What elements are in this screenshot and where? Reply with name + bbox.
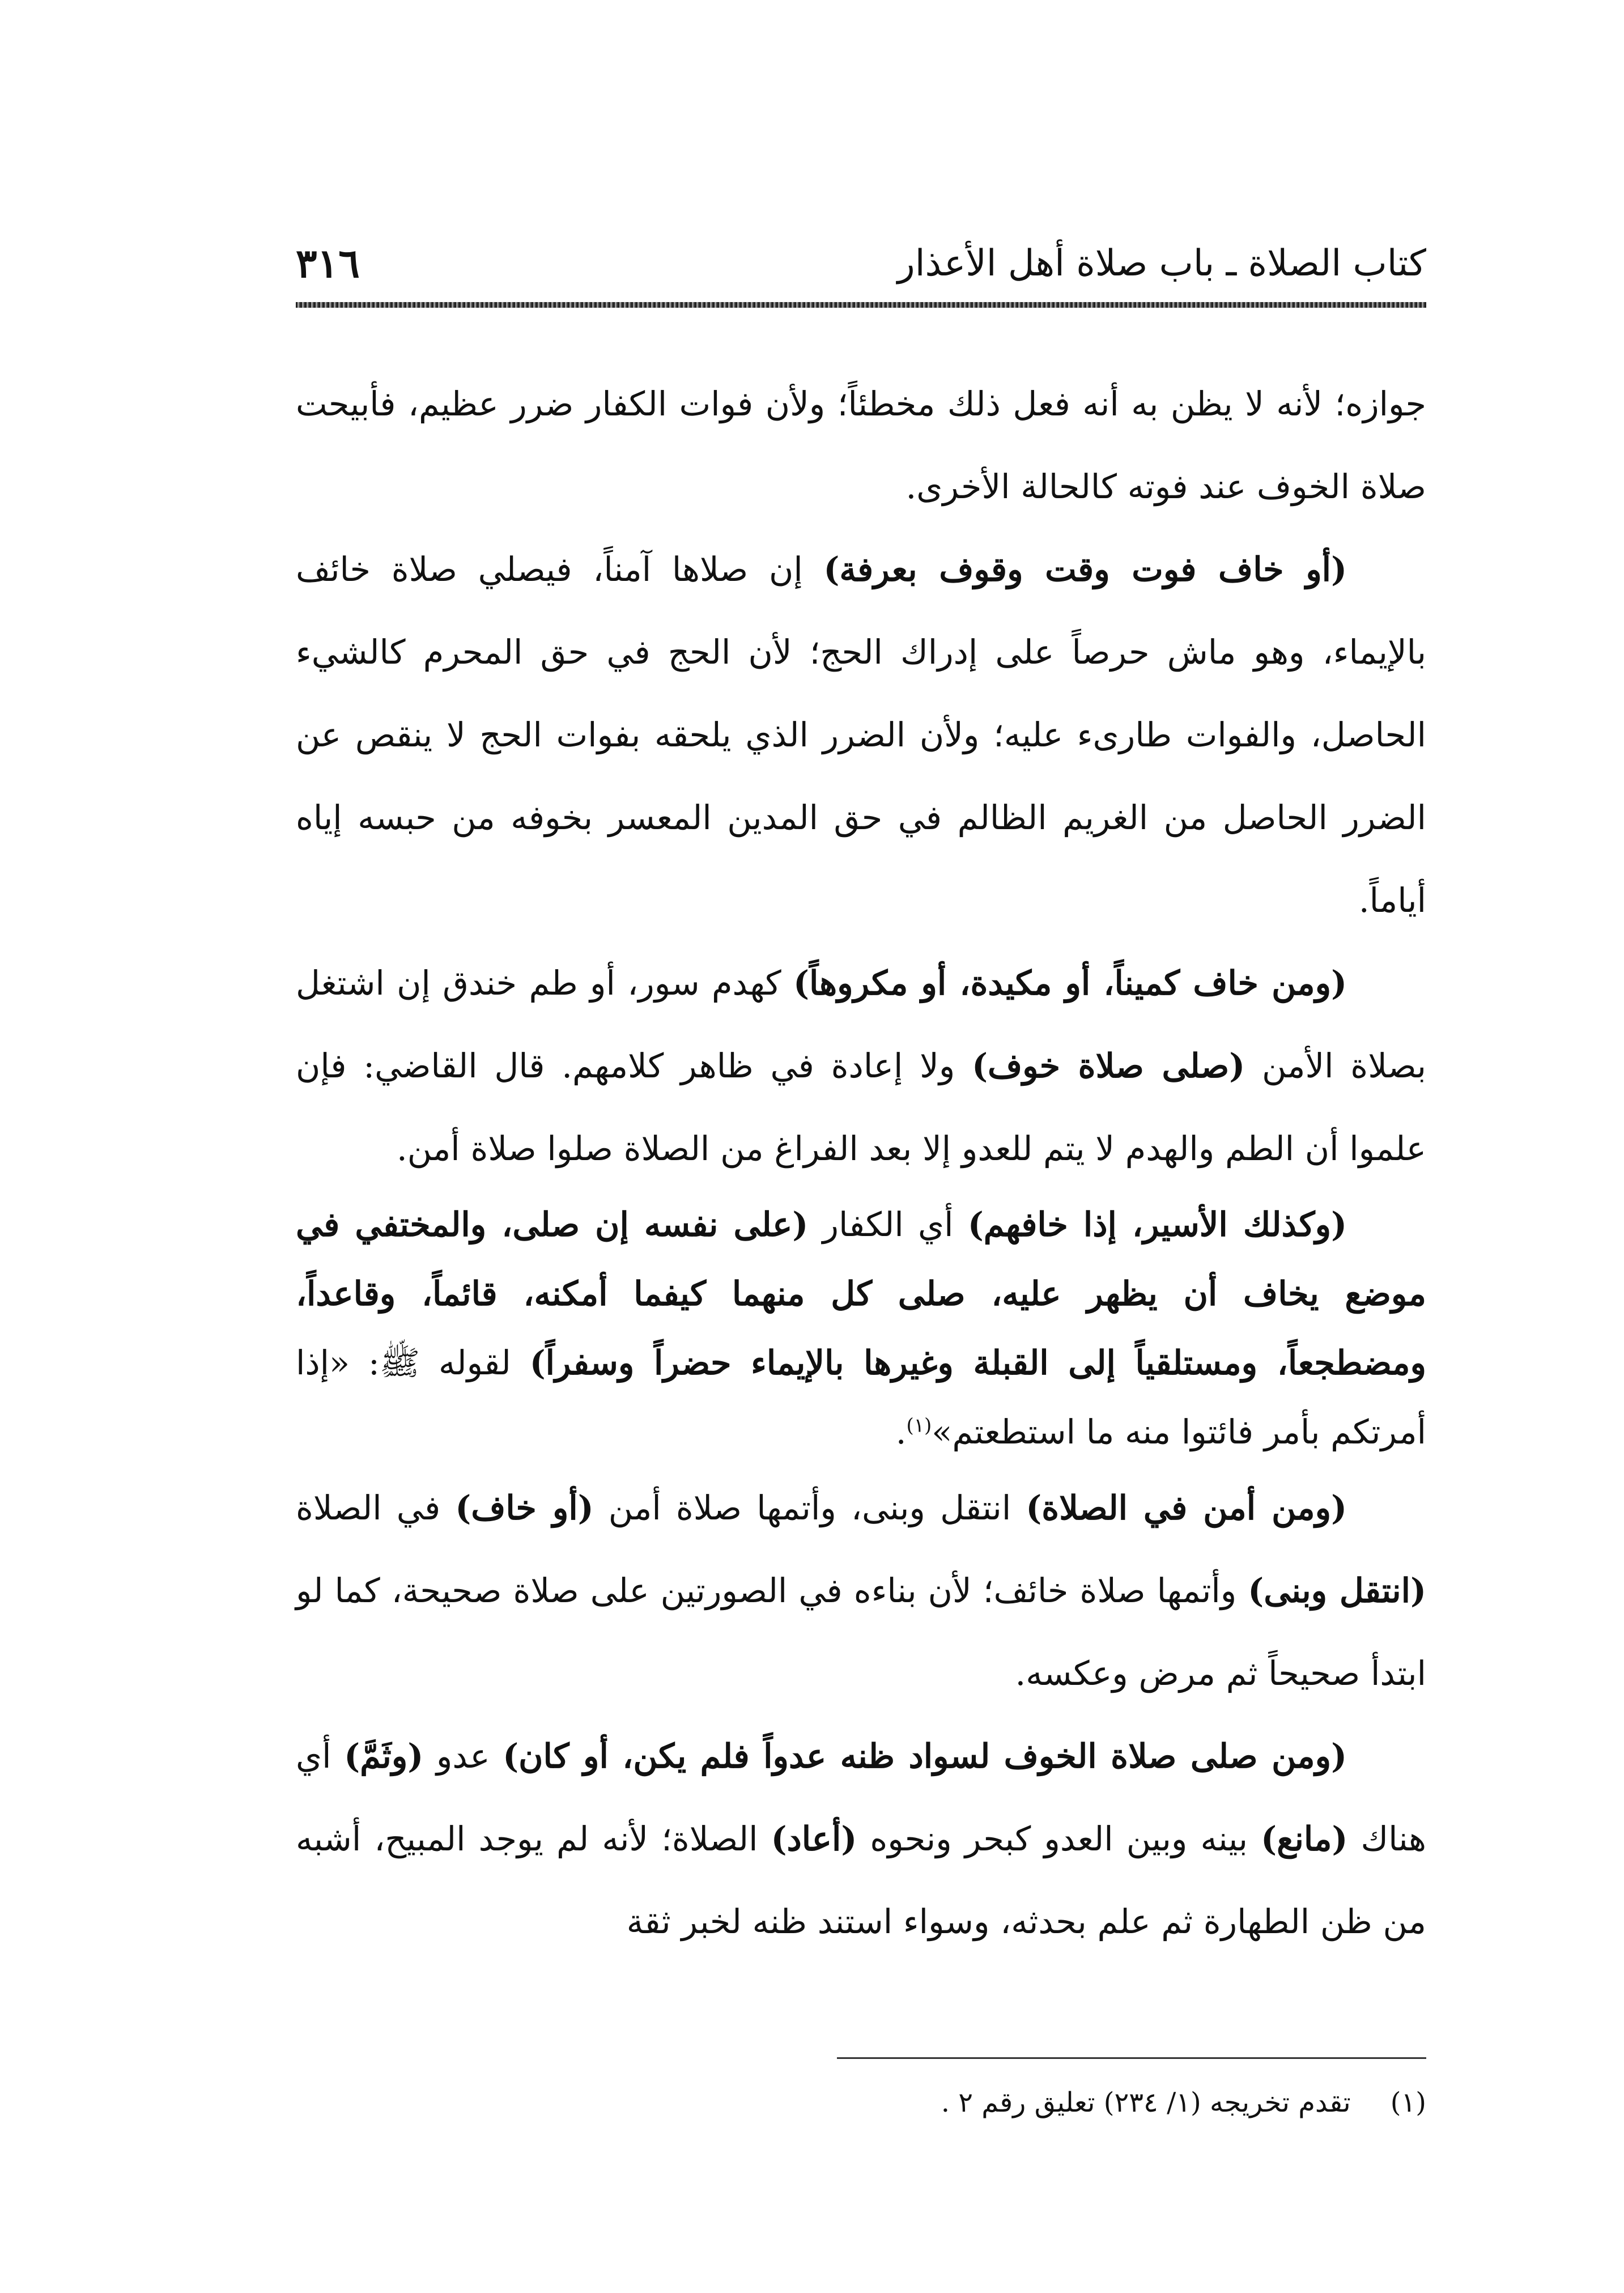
paragraph [296, 1190, 1426, 1467]
commentary-text: في الصلاة [296, 1488, 456, 1527]
commentary-text: جوازه؛ لأنه لا يظن به أنه فعل ذلك مخطئاً؛ ولأن فوات الكفار ضرر عظيم، فأبيحت صلاة الخوف عند فوته كالحالة الأخرى. [296, 384, 1426, 506]
paragraph [296, 942, 1426, 1190]
commentary-text: . [895, 1412, 907, 1451]
paragraph [296, 1715, 1426, 1963]
matn-text: (أو خاف) [455, 1488, 594, 1527]
page-number: ٣١٦ [296, 240, 360, 287]
matn-text: (أعاد) [771, 1819, 857, 1858]
matn-text: (ومن صلى صلاة الخوف لسواد ظنه عدواً فلم يكن، أو كان) [503, 1736, 1347, 1776]
commentary-text: انتقل وبنى، وأتمها صلاة أمن [593, 1488, 1026, 1527]
paragraph [296, 363, 1426, 528]
commentary-text: الصلاة؛ لأنه لم يوجد المبيح، أشبه من ظن الطهارة ثم علم بحدثه، وسواء استند ظنه لخبر ثقة [296, 1819, 1426, 1941]
matn-text: (صلى صلاة خوف) [972, 1046, 1245, 1085]
paragraph [296, 1467, 1426, 1715]
commentary-text: كهدم سور، أو طم خندق إن اشتغل بصلاة الأمن [296, 963, 1426, 1085]
matn-text: (على نفسه إن صلى، والمختفي في موضع يخاف أن يظهر عليه، صلى كل منهما كيفما أمكنه، قائماً، وقاعداً، ومضطجعاً، ومستلقياً إلى القبلة وغيرها بالإيماء حضراً وسفراً) [296, 1205, 1426, 1382]
commentary-text: عدو [423, 1736, 503, 1776]
footnote-marker: (١) [1390, 2087, 1426, 2118]
commentary-text: إن صلاها آمناً، فيصلي صلاة خائف بالإيماء، وهو ماش حرصاً على إدراك الحج؛ لأن الحج في حق المحرم كالشيء الحاصل، والفوات طارىء عليه؛ ولأن الضرر الذي يلحقه بفوات الحج لا ينقص عن الضرر الحاصل من الغريم الظالم في حق المدين المعسر بخوفه من حبسه إياه أياماً. [296, 550, 1426, 920]
commentary-text: ولا إعادة في ظاهر كلامهم. قال القاضي: فإن علموا أن الطم والهدم لا يتم للعدو إلا بعد الفراغ من الصلاة صلوا صلاة أمن. [296, 1046, 1426, 1168]
matn-text: (ومن خاف كميناً، أو مكيدة، أو مكروهاً) [793, 963, 1347, 1003]
paragraph [296, 528, 1426, 942]
commentary-text: وأتمها صلاة خائف؛ لأن بناءه في الصورتين على صلاة صحيحة، كما لو ابتدأ صحيحاً ثم مرض وعكسه. [296, 1571, 1426, 1693]
matn-text: (وكذلك الأسير، إذا خافهم) [967, 1205, 1347, 1244]
running-title: كتاب الصلاة ـ باب صلاة أهل الأعذار [897, 243, 1426, 284]
footnote-reference: (١) [906, 1414, 932, 1437]
footnote [296, 2074, 1426, 2131]
commentary-text: لقوله ﷺ: «إذا أمرتكم بأمر فائتوا منه ما استطعتم» [296, 1343, 1426, 1451]
matn-text: (أو خاف فوت وقت وقوف بعرفة) [823, 550, 1347, 589]
commentary-text: بينه وبين العدو كبحر ونحوه [857, 1819, 1261, 1858]
matn-text: (ومن أمن في الصلاة) [1026, 1488, 1347, 1527]
commentary-text: أي هناك [296, 1736, 1426, 1858]
footnote-rule [837, 2057, 1426, 2059]
commentary-text: أي الكفار [808, 1205, 968, 1244]
matn-text: (وثَمَّ) [344, 1736, 424, 1776]
header-rule [296, 302, 1426, 308]
matn-text: (مانع) [1261, 1819, 1348, 1858]
footnote-text: تقدم تخريجه (١/ ٢٣٤) تعليق رقم ٢ . [941, 2087, 1351, 2118]
body-text [296, 363, 1426, 1963]
matn-text: (انتقل وبنى) [1248, 1571, 1426, 1610]
page-header [296, 235, 1426, 303]
